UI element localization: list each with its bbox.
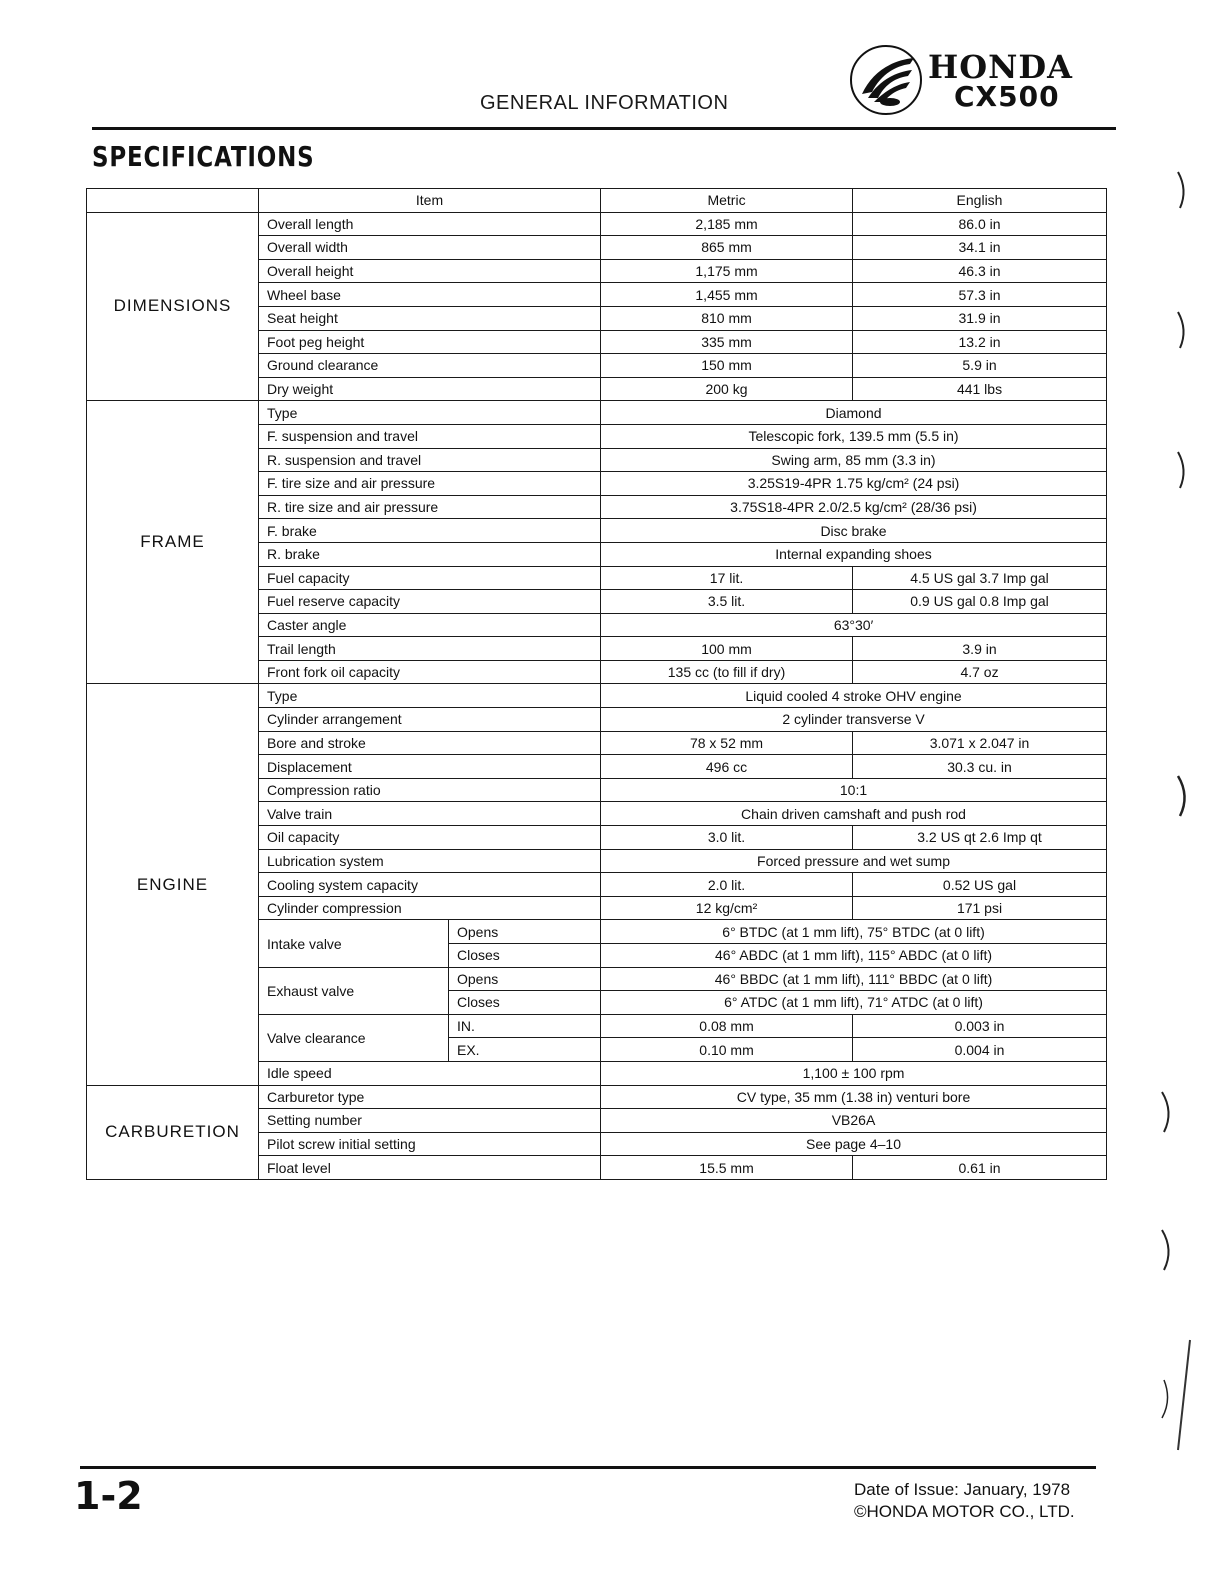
- row-value: 46° BBDC (at 1 mm lift), 111° BBDC (at 0 lift): [601, 967, 1107, 991]
- row-english: 0.9 US gal 0.8 Imp gal: [853, 590, 1107, 614]
- row-item: Fuel capacity: [259, 566, 601, 590]
- row-value: 6° BTDC (at 1 mm lift), 75° BTDC (at 0 lift): [601, 920, 1107, 944]
- row-item: Pilot screw initial setting: [259, 1132, 601, 1156]
- row-english: 30.3 cu. in: [853, 755, 1107, 779]
- row-value: Disc brake: [601, 519, 1107, 543]
- row-english: 0.61 in: [853, 1156, 1107, 1180]
- row-english: 171 psi: [853, 896, 1107, 920]
- row-english: 3.2 US qt 2.6 Imp qt: [853, 826, 1107, 850]
- row-metric: 135 cc (to fill if dry): [601, 660, 853, 684]
- row-english: 31.9 in: [853, 306, 1107, 330]
- header-english: English: [853, 189, 1107, 213]
- row-value: Forced pressure and wet sump: [601, 849, 1107, 873]
- row-item: Foot peg height: [259, 330, 601, 354]
- row-sub-item: Closes: [449, 944, 601, 968]
- row-metric: 17 lit.: [601, 566, 853, 590]
- row-item: Trail length: [259, 637, 601, 661]
- row-value: VB26A: [601, 1109, 1107, 1133]
- row-metric: 0.10 mm: [601, 1038, 853, 1062]
- row-metric: 15.5 mm: [601, 1156, 853, 1180]
- row-item: Exhaust valve: [259, 967, 449, 1014]
- row-sub-item: EX.: [449, 1038, 601, 1062]
- row-item: Compression ratio: [259, 778, 601, 802]
- row-english: 46.3 in: [853, 259, 1107, 283]
- row-item: Setting number: [259, 1109, 601, 1133]
- row-item: Overall width: [259, 236, 601, 260]
- page-header-title: GENERAL INFORMATION: [480, 92, 729, 114]
- row-english: 34.1 in: [853, 236, 1107, 260]
- row-metric: 1,455 mm: [601, 283, 853, 307]
- row-metric: 1,175 mm: [601, 259, 853, 283]
- row-english: 3.9 in: [853, 637, 1107, 661]
- row-item: Oil capacity: [259, 826, 601, 850]
- row-value: 63°30′: [601, 613, 1107, 637]
- row-metric: 0.08 mm: [601, 1014, 853, 1038]
- row-item: R. suspension and travel: [259, 448, 601, 472]
- row-metric: 150 mm: [601, 354, 853, 378]
- row-item: Front fork oil capacity: [259, 660, 601, 684]
- row-item: Caster angle: [259, 613, 601, 637]
- row-metric: 100 mm: [601, 637, 853, 661]
- copyright: ©HONDA MOTOR CO., LTD.: [854, 1502, 1075, 1521]
- row-item: Dry weight: [259, 377, 601, 401]
- row-item: Displacement: [259, 755, 601, 779]
- row-english: 3.071 x 2.047 in: [853, 731, 1107, 755]
- row-item: F. suspension and travel: [259, 424, 601, 448]
- row-item: Idle speed: [259, 1061, 601, 1085]
- row-item: Float level: [259, 1156, 601, 1180]
- honda-wing-logo-icon: [848, 42, 924, 118]
- row-item: F. brake: [259, 519, 601, 543]
- row-value: 1,100 ± 100 rpm: [601, 1061, 1107, 1085]
- row-metric: 78 x 52 mm: [601, 731, 853, 755]
- row-value: See page 4–10: [601, 1132, 1107, 1156]
- row-item: Overall height: [259, 259, 601, 283]
- row-item: Seat height: [259, 306, 601, 330]
- row-english: 4.7 oz: [853, 660, 1107, 684]
- brand-name: HONDA: [928, 48, 1073, 86]
- row-sub-item: Closes: [449, 991, 601, 1015]
- row-item: Cooling system capacity: [259, 873, 601, 897]
- group-engine: ENGINE: [87, 684, 259, 1085]
- row-value: 3.75S18-4PR 2.0/2.5 kg/cm² (28/36 psi): [601, 495, 1107, 519]
- row-value: 3.25S19-4PR 1.75 kg/cm² (24 psi): [601, 472, 1107, 496]
- row-value: Swing arm, 85 mm (3.3 in): [601, 448, 1107, 472]
- specifications-table: [86, 188, 1107, 1180]
- row-metric: 3.5 lit.: [601, 590, 853, 614]
- row-item: Carburetor type: [259, 1085, 601, 1109]
- row-value: 10:1: [601, 778, 1107, 802]
- row-value: Internal expanding shoes: [601, 542, 1107, 566]
- row-metric: 496 cc: [601, 755, 853, 779]
- table-header-row: [87, 189, 1107, 213]
- row-sub-item: Opens: [449, 967, 601, 991]
- row-value: Liquid cooled 4 stroke OHV engine: [601, 684, 1107, 708]
- row-sub-item: IN.: [449, 1014, 601, 1038]
- row-english: 441 lbs: [853, 377, 1107, 401]
- row-english: 0.52 US gal: [853, 873, 1107, 897]
- row-english: 0.004 in: [853, 1038, 1107, 1062]
- row-item: R. tire size and air pressure: [259, 495, 601, 519]
- table-row: [87, 212, 1107, 236]
- row-item: Cylinder arrangement: [259, 708, 601, 732]
- row-item: Type: [259, 684, 601, 708]
- row-item: R. brake: [259, 542, 601, 566]
- row-value: Telescopic fork, 139.5 mm (5.5 in): [601, 424, 1107, 448]
- group-dimensions: DIMENSIONS: [87, 212, 259, 401]
- row-value: Chain driven camshaft and push rod: [601, 802, 1107, 826]
- row-value: Diamond: [601, 401, 1107, 425]
- row-value: CV type, 35 mm (1.38 in) venturi bore: [601, 1085, 1107, 1109]
- row-english: 86.0 in: [853, 212, 1107, 236]
- row-item: Ground clearance: [259, 354, 601, 378]
- row-english: 13.2 in: [853, 330, 1107, 354]
- row-metric: 200 kg: [601, 377, 853, 401]
- row-english: 4.5 US gal 3.7 Imp gal: [853, 566, 1107, 590]
- date-of-issue: Date of Issue: January, 1978: [854, 1480, 1071, 1499]
- row-metric: 335 mm: [601, 330, 853, 354]
- table-row: [87, 684, 1107, 708]
- row-item: Type: [259, 401, 601, 425]
- page-number: 1-2: [74, 1474, 143, 1518]
- row-metric: 2.0 lit.: [601, 873, 853, 897]
- header-metric: Metric: [601, 189, 853, 213]
- row-metric: 865 mm: [601, 236, 853, 260]
- row-metric: 2,185 mm: [601, 212, 853, 236]
- header-rule: [92, 127, 1116, 130]
- empty-header-cell: [87, 189, 259, 213]
- row-value: 46° ABDC (at 1 mm lift), 115° ABDC (at 0 lift): [601, 944, 1107, 968]
- table-row: [87, 401, 1107, 425]
- row-item: Bore and stroke: [259, 731, 601, 755]
- row-item: Overall length: [259, 212, 601, 236]
- group-carburetion: CARBURETION: [87, 1085, 259, 1179]
- table-row: [87, 1085, 1107, 1109]
- row-item: F. tire size and air pressure: [259, 472, 601, 496]
- row-item: Valve train: [259, 802, 601, 826]
- row-value: 2 cylinder transverse V: [601, 708, 1107, 732]
- row-english: 5.9 in: [853, 354, 1107, 378]
- group-frame: FRAME: [87, 401, 259, 684]
- row-item: Intake valve: [259, 920, 449, 967]
- row-item: Wheel base: [259, 283, 601, 307]
- row-english: 57.3 in: [853, 283, 1107, 307]
- row-sub-item: Opens: [449, 920, 601, 944]
- footer-rule: [80, 1466, 1096, 1469]
- row-metric: 12 kg/cm²: [601, 896, 853, 920]
- model-name: CX500: [954, 80, 1060, 113]
- row-value: 6° ATDC (at 1 mm lift), 71° ATDC (at 0 lift): [601, 991, 1107, 1015]
- row-english: 0.003 in: [853, 1014, 1107, 1038]
- section-title: SPECIFICATIONS: [92, 140, 315, 173]
- row-item: Fuel reserve capacity: [259, 590, 601, 614]
- row-item: Valve clearance: [259, 1014, 449, 1061]
- row-metric: 810 mm: [601, 306, 853, 330]
- header-item: Item: [259, 189, 601, 213]
- row-item: Lubrication system: [259, 849, 601, 873]
- row-item: Cylinder compression: [259, 896, 601, 920]
- row-metric: 3.0 lit.: [601, 826, 853, 850]
- binder-hole-marks: [1140, 160, 1200, 1500]
